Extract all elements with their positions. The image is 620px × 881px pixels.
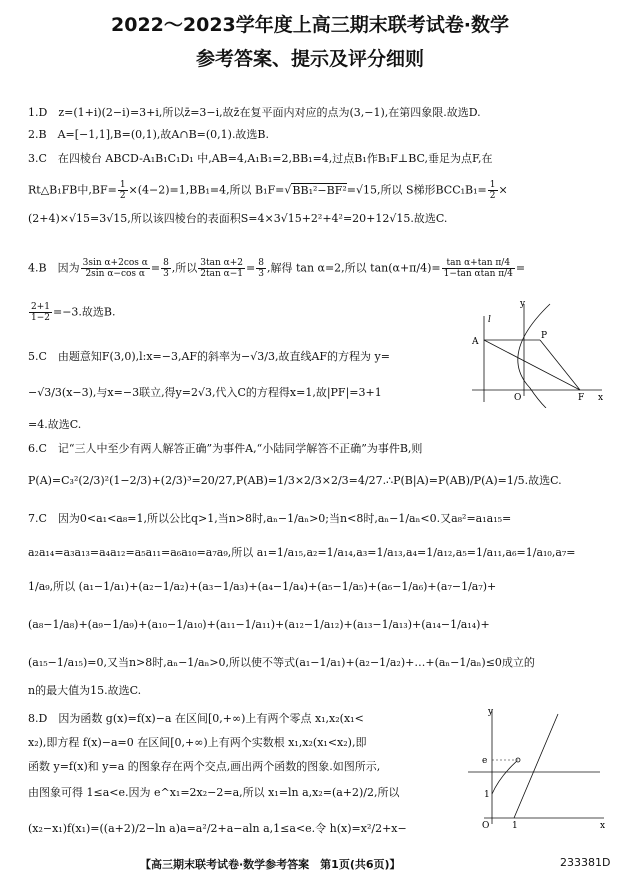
answer-7-line5: (a₁₅−1/a₁₅)=0,又当n>8时,aₙ−1/aₙ>0,所以使不等式(a₁−1/a₁)+(a₂−1/a₂)+…+(aₙ−1/aₙ)≤0成立的 [28, 656, 535, 669]
a-label: A [472, 337, 479, 347]
exp-curve [492, 760, 518, 794]
origin-label: O [482, 821, 490, 831]
fraction [256, 258, 266, 279]
y-label: y [520, 299, 526, 309]
x-label: x [598, 393, 604, 403]
answer-8-line1: 8.D 因为函数 g(x)=f(x)−a 在区间[0,+∞)上有两个零点 x₁,x₂(x₁< [28, 712, 364, 725]
text: = [246, 261, 256, 275]
answer-4-line1 [28, 258, 525, 279]
denominator: 2sin α−cos α [85, 269, 145, 279]
p-label: P [541, 331, 548, 341]
text: =√15,所以 S梯形BCC₁B₁= [346, 183, 487, 197]
numerator: 1 [119, 180, 126, 190]
text: = [150, 261, 161, 275]
answer-7-line3: 1/a₉,所以 (a₁−1/a₁)+(a₂−1/a₂)+(a₃−1/a₃)+(a₄−1/a₄)+(a₅−1/a₅)+(a₆−1/a₆)+(a₇−1/a₇)+ [28, 580, 497, 593]
numerator: 3sin α+2cos α [82, 258, 148, 268]
answer-7-line2: a₂a₁₄=a₃a₁₃=a₄a₁₂=a₅a₁₁=a₆a₁₀=a₇a₉,所以 a₁=1/a₁₅,a₂=1/a₁₄,a₃=1/a₁₃,a₄=1/a₁₂,a₅=1/a₁₁,a₆=1/a₁₀,a₇= [28, 546, 576, 559]
footer-center: 【高三期末联考试卷·数学参考答案 第1页(共6页)】 [140, 858, 401, 871]
denominator: 1−2 [31, 313, 50, 323]
fraction [161, 258, 171, 279]
origin-label: O [514, 393, 522, 403]
fraction [488, 180, 498, 201]
denominator: 2 [489, 191, 496, 201]
answer-7-line4: (a₈−1/a₈)+(a₉−1/a₉)+(a₁₀−1/a₁₀)+(a₁₁−1/a₁₁)+(a₁₂−1/a₁₂)+(a₁₃−1/a₁₃)+(a₁₄−1/a₁₄)+ [28, 618, 490, 631]
answer-3-line3: (2+4)×√15=3√15,所以该四棱台的表面积S=4×3√15+2²+4²=20+12√15.故选C. [28, 212, 448, 225]
denominator: 3 [163, 269, 169, 279]
one-x-label: 1 [512, 821, 518, 831]
page-subtitle: 参考答案、提示及评分细则 [195, 48, 424, 70]
footer-code: 233381D [560, 856, 611, 869]
answer-7-line6: n的最大值为15.故选C. [28, 684, 142, 697]
text: ×(4−2)=1,BB₁=4,所以 B₁F=√ [128, 183, 292, 197]
denominator: 2 [119, 191, 126, 201]
numerator: 8 [258, 258, 264, 268]
radicand: BB₁²−BF² [292, 183, 347, 197]
denominator: 2tan α−1 [200, 269, 244, 279]
numerator: 8 [163, 258, 169, 268]
answer-8-line4: 由图象可得 1≤a<e.因为 e^x₁=2x₂−2=a,所以 x₁=ln a,x₂=(a+2)/2,所以 [28, 786, 400, 799]
one-y-label: 1 [484, 790, 490, 800]
answer-7-line1: 7.C 因为0<a₁<a₈=1,所以公比q>1,当n>8时,aₙ−1/aₙ>0;当n<8时,aₙ−1/aₙ<0.又a₈²=a₁a₁₅= [28, 512, 512, 525]
text: = [515, 261, 526, 275]
text: Rt△B₁FB中,BF= [28, 183, 117, 197]
page-title: 2022～2023学年度上高三期末联考试卷·数学 [111, 14, 509, 36]
answer-8-line3: 函数 y=f(x)和 y=a 的图象存在两个交点,画出两个函数的图象.如图所示, [28, 760, 381, 773]
numerator: 1 [489, 180, 496, 190]
answer-6-line1: 6.C 记“三人中至少有两人解答正确”为事件A,“小陆同学解答不正确”为事件B,则 [28, 442, 423, 455]
parabola-curve [518, 304, 550, 408]
line-af [484, 340, 580, 390]
answer-6-line2: P(A)=C₃²(2/3)²(1−2/3)+(2/3)³=20/27,P(AB)=1/3×2/3×2/3=4/27.∴P(B|A)=P(AB)/P(A)=1/5.故选C. [28, 474, 562, 487]
text: ,所以 [171, 261, 198, 275]
line-pf [540, 340, 580, 390]
numerator: 3tan α+2 [200, 258, 244, 268]
text: ,解得 tan α=2,所以 tan(α+π/4)= [266, 261, 441, 275]
fraction [198, 258, 245, 279]
fraction [29, 302, 52, 323]
answer-8-line2: x₂),即方程 f(x)−a=0 在区间[0,+∞)上有两个实数根 x₁,x₂(x₁<x₂),即 [28, 736, 367, 749]
text: 4.B 因为 [28, 261, 80, 275]
answer-3-line2 [28, 180, 508, 201]
fraction [81, 258, 150, 279]
numerator: 2+1 [31, 302, 50, 312]
answer-5-line1: 5.C 由题意知F(3,0),l:x=−3,AF的斜率为−√3/3,故直线AF的方程为 y= [28, 350, 390, 363]
function-graph-figure [462, 704, 610, 832]
fraction [442, 258, 515, 279]
answer-5-line3: =4.故选C. [28, 418, 82, 431]
f-label: F [578, 393, 585, 403]
denominator: 1−tan αtan π/4 [443, 269, 513, 279]
answer-3-line1: 3.C 在四棱台 ABCD-A₁B₁C₁D₁ 中,AB=4,A₁B₁=2,BB₁=4,过点B₁作B₁F⊥BC,垂足为点F,在 [28, 152, 493, 165]
y-label: y [488, 707, 494, 717]
answer-5-line2: −√3/3(x−3),与x=−3联立,得y=2√3,代入C的方程得x=1,故|PF|=3+1 [28, 386, 382, 399]
linear-line [514, 714, 558, 818]
e-label: e [482, 756, 488, 766]
answer-4-line2 [28, 302, 116, 323]
text: × [498, 183, 508, 197]
denominator: 3 [258, 269, 264, 279]
x-label: x [600, 821, 606, 831]
text: =−3.故选B. [53, 305, 116, 319]
answer-8-line5: (x₂−x₁)f(x₁)=((a+2)/2−ln a)a=a²/2+a−aln a,1≤a<e.令 h(x)=x²/2+x− [28, 822, 407, 835]
answer-2: 2.B A=[−1,1],B=(0,1),故A∩B=(0,1).故选B. [28, 128, 270, 141]
numerator: tan α+tan π/4 [442, 258, 515, 269]
answer-1: 1.D z=(1+i)(2−i)=3+i,所以z̄=3−i,故z̄在复平面内对应的点为(3,−1),在第四象限.故选D. [28, 106, 481, 119]
l-label: l [488, 315, 491, 325]
fraction [118, 180, 128, 201]
parabola-figure [468, 296, 608, 408]
